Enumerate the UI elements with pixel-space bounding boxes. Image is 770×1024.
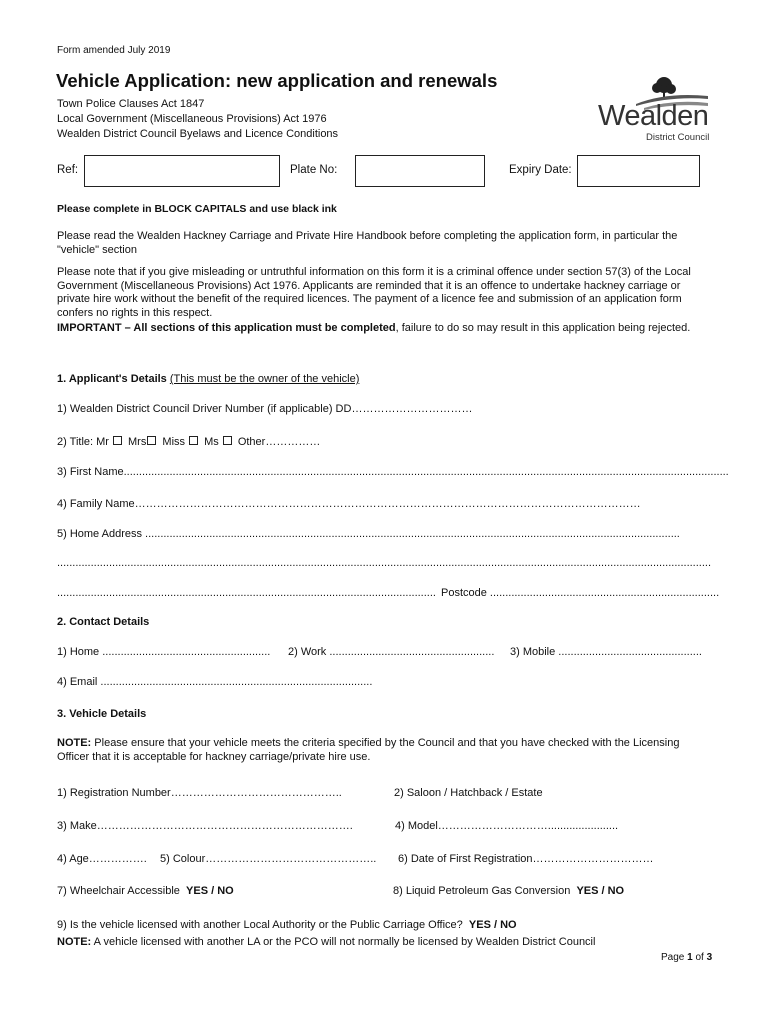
other-authority-yes-no[interactable]: YES / NO [468, 919, 517, 931]
note2-text: A vehicle licensed with another LA or the PCO will not normally be licensed by Wealden District Council [91, 936, 596, 948]
registration-number-field[interactable]: 1) Registration Number……………………………………….. [57, 787, 342, 799]
form-amended-date: Form amended July 2019 [57, 45, 171, 56]
body-type-field[interactable]: 2) Saloon / Hatchback / Estate [394, 787, 543, 799]
wheelchair-yes-no[interactable]: YES / NO [186, 885, 234, 897]
expiry-label: Expiry Date: [509, 164, 572, 176]
model-field[interactable]: 4) Model…………………………....................... [395, 820, 619, 832]
note2-label: NOTE: [57, 936, 92, 948]
important-rest: , failure to do so may result in this application being rejected. [395, 322, 691, 334]
logo-subtitle: District Council [646, 132, 710, 143]
plate-label: Plate No: [290, 164, 338, 176]
section-1-title: 1. Applicant's Details [57, 373, 167, 385]
mr-checkbox[interactable] [113, 436, 122, 445]
council-logo [596, 72, 716, 147]
logo-wordmark: Wealden [598, 100, 709, 132]
lpg-yes-no[interactable]: YES / NO [576, 885, 625, 897]
act-line-1: Town Police Clauses Act 1847 [57, 98, 205, 110]
title-field [57, 436, 320, 448]
other-authority-note [57, 936, 595, 948]
other-authority-label: 9) Is the vehicle licensed with another Local Authority or the Public Carriage Office? [57, 919, 463, 931]
note-label: NOTE: [57, 737, 92, 749]
home-address-field[interactable]: 5) Home Address ............................................................................................................................................................................... [57, 528, 680, 540]
handbook-note: Please read the Wealden Hackney Carriage and Private Hire Handbook before completing the application form, in particular the "vehicle" section [57, 230, 678, 256]
miss-checkbox[interactable] [189, 436, 198, 445]
first-registration-field[interactable]: 6) Date of First Registration…………………………… [398, 853, 654, 865]
ms-label: Ms [204, 436, 219, 448]
important-note [57, 322, 707, 336]
miss-label: Miss [162, 436, 186, 448]
section-1-heading [57, 373, 359, 385]
mrs-checkbox[interactable] [147, 436, 156, 445]
section-3-heading: 3. Vehicle Details [57, 708, 147, 720]
home-phone-field[interactable]: 1) Home ....................................................... [57, 646, 271, 658]
title-label: 2) Title: Mr [57, 436, 109, 448]
postcode-field[interactable]: Postcode ........................................................................... [441, 587, 720, 599]
make-field[interactable]: 3) Make……………………………………………………………. [57, 820, 353, 832]
block-capitals-instruction: Please complete in BLOCK CAPITALS and use black ink [57, 203, 337, 215]
ref-input[interactable] [84, 155, 280, 187]
lpg-conversion-field [393, 885, 624, 897]
misleading-info-note: Please note that if you give misleading or untruthful information on this form it is a criminal offence under section 57(3) of the Local Government (Miscellaneous Provisions) Act 1976. Applicants are reminded that it is an offence to undertake hackney carriage or private hire work without the benefit of the required licences. The payment of a licence fee and submission of an application form confers no rights in this respect. [57, 266, 691, 319]
page-prefix: Page [661, 952, 685, 963]
email-field[interactable]: 4) Email ......................................................................................... [57, 676, 373, 688]
mobile-phone-field[interactable]: 3) Mobile ............................................... [510, 646, 702, 658]
plate-input[interactable] [355, 155, 485, 187]
page-number [661, 952, 712, 963]
expiry-input[interactable] [577, 155, 700, 187]
act-line-2: Local Government (Miscellaneous Provisions) Act 1976 [57, 113, 327, 125]
page-current: 1 [687, 952, 693, 963]
ms-checkbox[interactable] [223, 436, 232, 445]
act-line-3: Wealden District Council Byelaws and Licence Conditions [57, 128, 339, 140]
family-name-field[interactable]: 4) Family Name………………………………………………………………………………………………………………………… [57, 498, 641, 510]
section-2-heading: 2. Contact Details [57, 616, 150, 628]
wheelchair-label: 7) Wheelchair Accessible [57, 885, 180, 897]
lpg-label: 8) Liquid Petroleum Gas Conversion [393, 885, 571, 897]
page-total: 3 [706, 952, 713, 963]
other-authority-question [57, 919, 517, 931]
page-title: Vehicle Application: new application and renewals [56, 70, 498, 91]
wheelchair-accessible-field [57, 885, 234, 897]
page-of: of [695, 952, 704, 963]
first-name-field[interactable]: 3) First Name...................................................................................................................................................................................................... [57, 466, 729, 478]
driver-number-field[interactable]: 1) Wealden District Council Driver Number (if applicable) DD…………………………… [57, 403, 473, 415]
colour-field[interactable]: 5) Colour……………………………………….. [160, 853, 377, 865]
mrs-label: Mrs [128, 436, 147, 448]
work-phone-field[interactable]: 2) Work ...................................................... [288, 646, 495, 658]
other-title-field[interactable]: Other…………… [237, 436, 321, 448]
section-1-note: (This must be the owner of the vehicle) [169, 373, 360, 385]
vehicle-criteria-note [57, 737, 707, 764]
important-bold: IMPORTANT – All sections of this application must be completed [57, 322, 396, 334]
address-line-3[interactable]: ............................................................................................................................ [57, 587, 436, 599]
age-field[interactable]: 4) Age……………. [57, 853, 147, 865]
ref-label: Ref: [57, 164, 79, 176]
address-line-2[interactable]: ...................................................................................................................................................................................................................... [57, 557, 712, 569]
note-text: Please ensure that your vehicle meets the criteria specified by the Council and that you have checked with the Licensing Officer that it is acceptable for hackney carriage/private hire use. [57, 737, 680, 763]
